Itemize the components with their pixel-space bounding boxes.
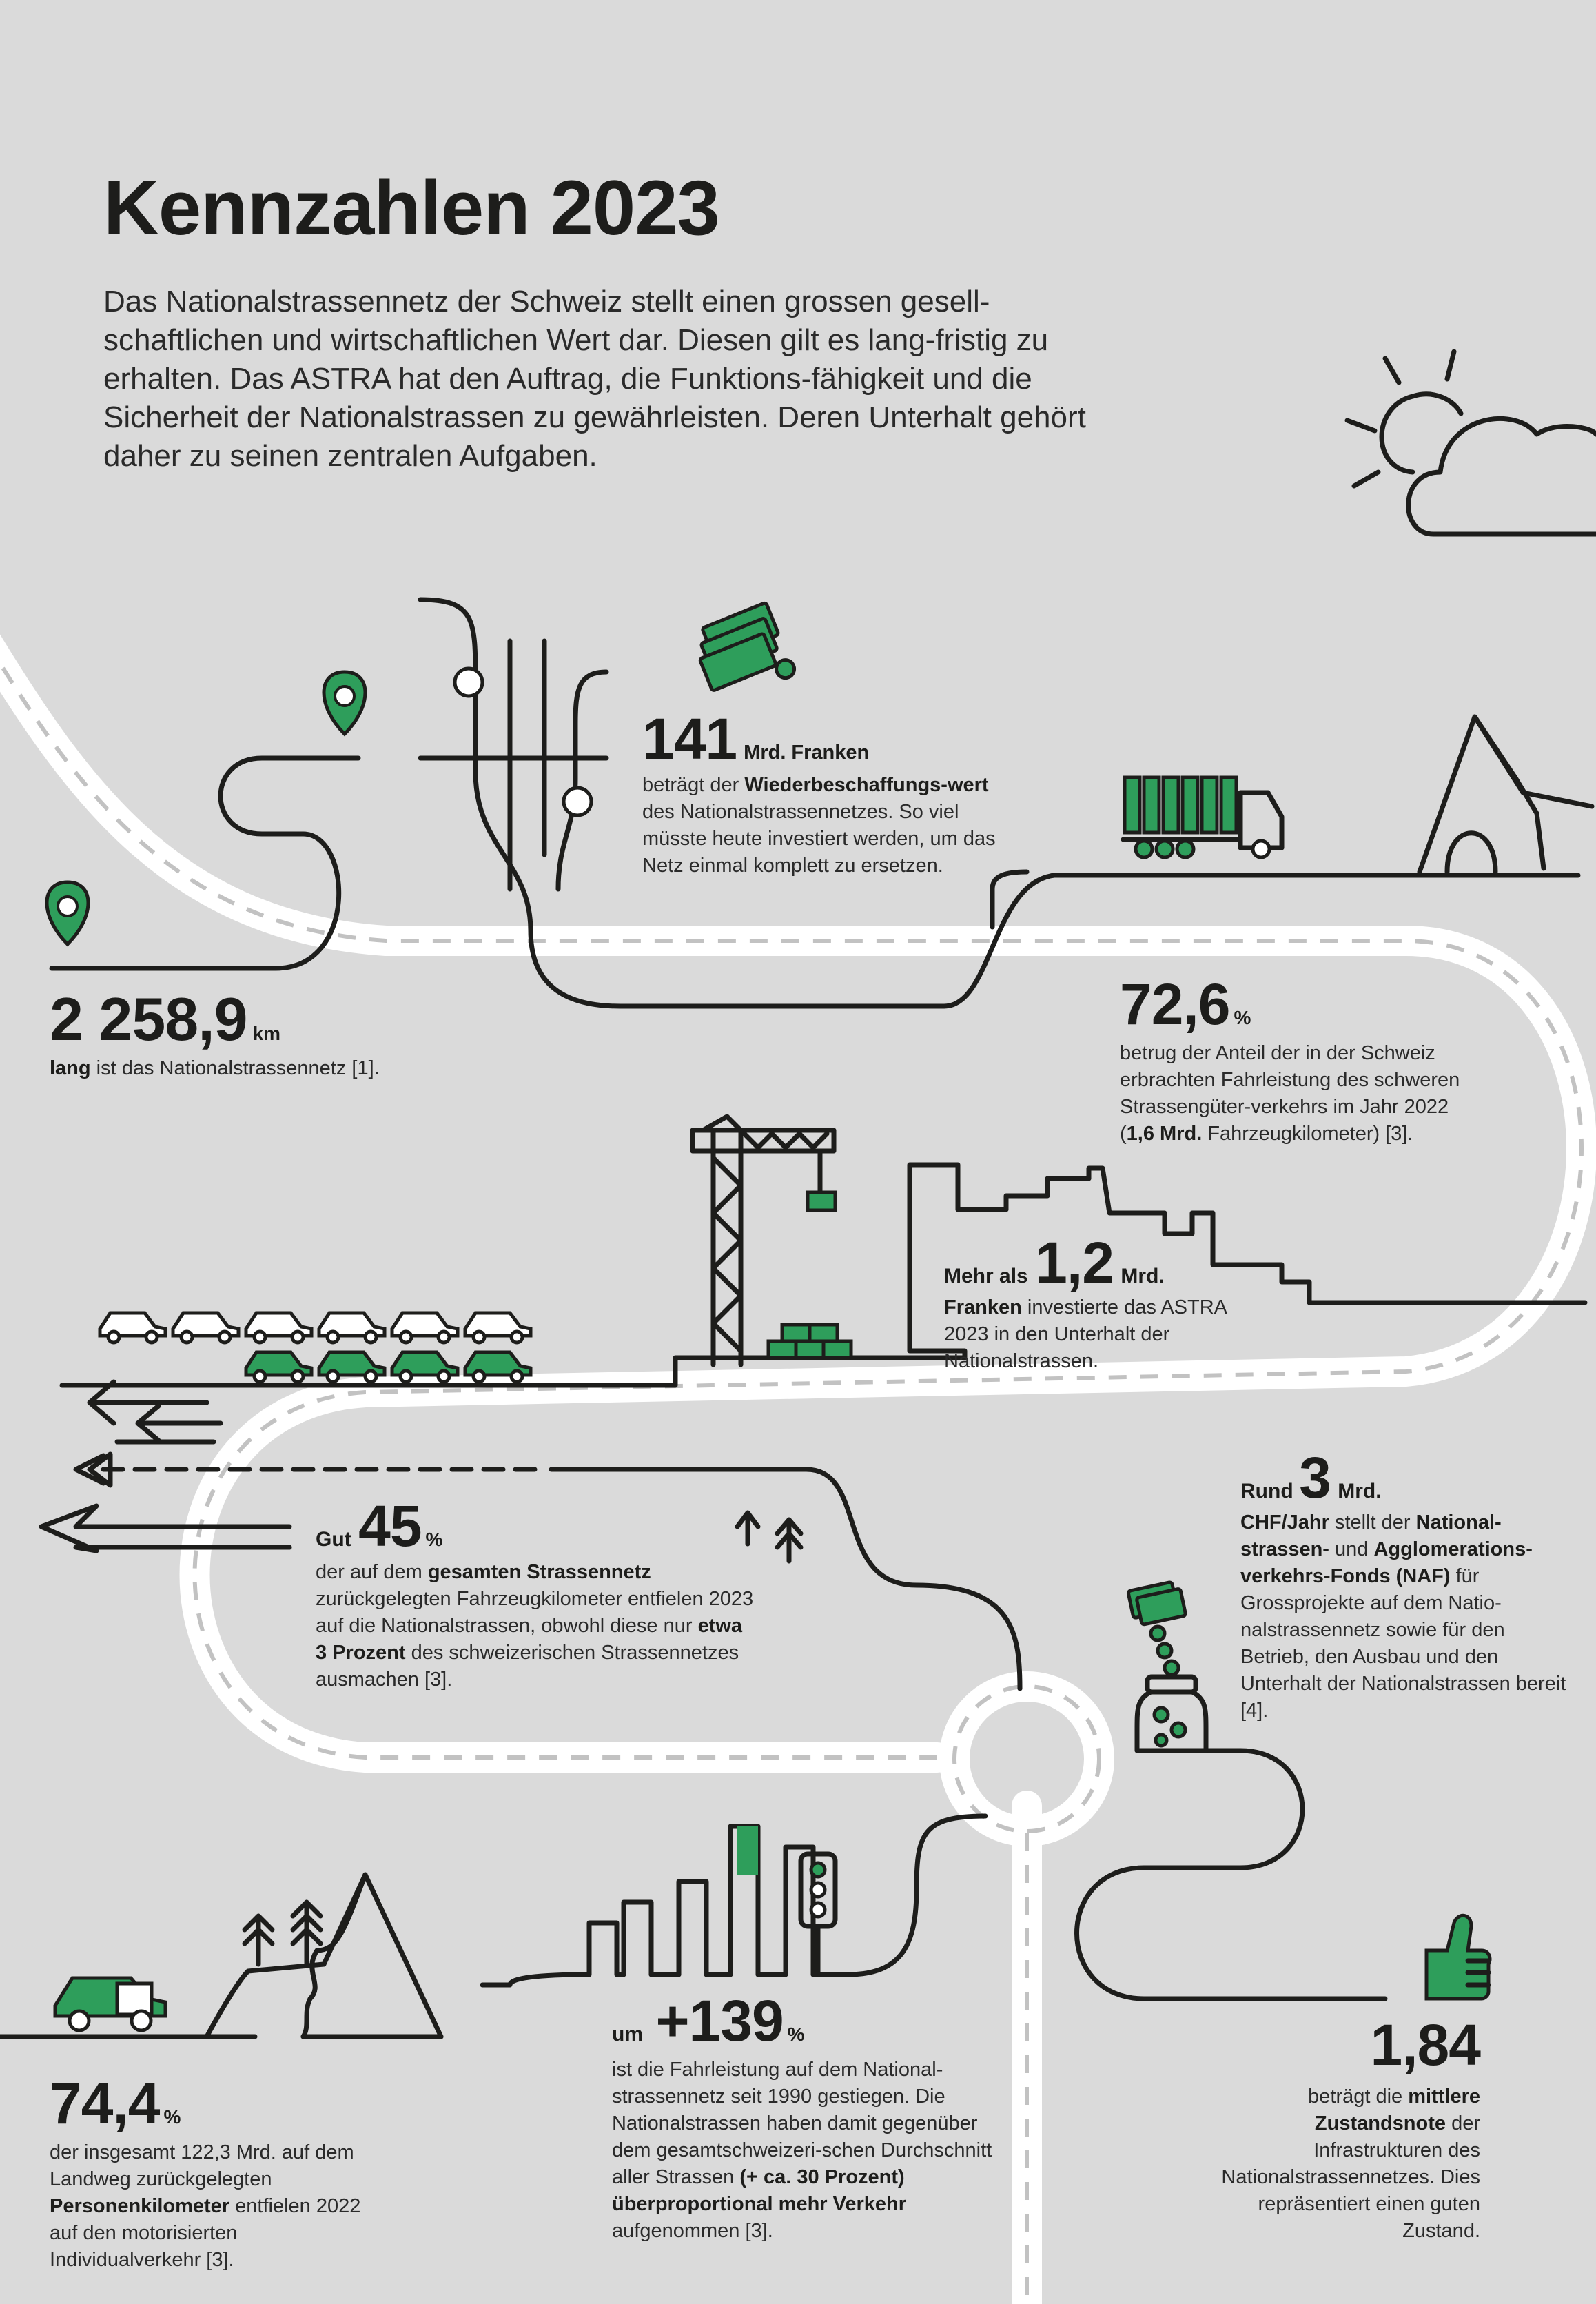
stat-bold: mittlere Zustandsnote: [1314, 2086, 1480, 2134]
stat-pre: der insgesamt 122,3 Mrd. auf dem Landweg zurückgelegten: [50, 2141, 354, 2190]
stat-value: 3: [1299, 1445, 1331, 1510]
stat-pre: ist die Fahrleistung auf dem National-strassennetz seit 1990 gestiegen. Die Nationalstrassen haben damit gegenüber dem gesamtschweizeri-schen Durchschnitt aller Strassen: [612, 2059, 992, 2188]
stat-value: +139: [655, 1988, 784, 2053]
stat-network-length: [50, 985, 491, 1082]
stat-text-2: Fahrzeugkilometer) [3].: [1202, 1123, 1413, 1145]
stat-maintenance: [944, 1230, 1268, 1375]
stat-unit: Mrd. Franken: [744, 742, 870, 764]
stat-mid-1: stellt der: [1329, 1511, 1416, 1533]
stat-pre: beträgt die: [1308, 2086, 1409, 2108]
page-title: Kennzahlen 2023: [103, 165, 719, 251]
money-icon: [689, 602, 797, 706]
stat-unit: %: [163, 2106, 181, 2128]
stat-unit: Mrd.: [1121, 1265, 1165, 1287]
stat-value: 45: [358, 1493, 422, 1558]
mountain-icon: [207, 1875, 441, 2037]
stat-bold: Wiederbeschaffungs-wert: [744, 774, 989, 796]
crane-icon: [693, 1117, 851, 1365]
stat-bold-3: Agglomerations-verkehrs-Fonds (NAF): [1240, 1538, 1533, 1587]
stat-value: 1,2: [1035, 1230, 1114, 1295]
stat-prefix: um: [612, 2023, 643, 2046]
stat-bold: Franken: [944, 1296, 1022, 1318]
stat-prefix: Rund: [1240, 1480, 1293, 1502]
stat-pre: beträgt der: [642, 774, 745, 796]
stat-bold-2: National-strassen-: [1240, 1511, 1502, 1560]
stat-unit: %: [425, 1529, 443, 1550]
stat-text: des schweizerischen Strassennetzes ausmachen [3].: [316, 1642, 739, 1691]
stat-unit: %: [1234, 1007, 1251, 1028]
stat-bold-1: CHF/Jahr: [1240, 1511, 1329, 1533]
stat-prefix: Mehr als: [944, 1265, 1028, 1287]
stat-text: für Grossprojekte auf dem Natio-nalstrassennetz sowie für den Betrieb, den Ausbau und den Unterhalt der Nationalstrassen bereit [4].: [1240, 1565, 1566, 1722]
stat-text-1: betrug der Anteil der in der Schweiz erbrachten Fahrleistung des schweren Strassengüter-verkehrs im Jahr 2022 (: [1120, 1042, 1460, 1145]
stat-mid: zurückgelegten Fahrzeugkilometer entfielen 2023 auf die Nationalstrassen, obwohl diese nur: [316, 1588, 754, 1637]
stat-bold-2: etwa 3 Prozent: [316, 1615, 743, 1664]
stat-unit: %: [787, 2023, 805, 2045]
stat-naf: [1240, 1445, 1571, 1724]
stat-traffic-growth: [612, 1988, 1005, 2245]
stat-text: investierte das ASTRA 2023 in den Unterhalt der Nationalstrassen.: [944, 1296, 1227, 1372]
stat-value: 72,6: [1120, 972, 1230, 1037]
stat-bold-1: gesamten Strassennetz: [427, 1561, 651, 1583]
stat-bold: (+ ca. 30 Prozent) überproportional mehr Verkehr: [612, 2166, 907, 2215]
stat-unit: Mrd.: [1338, 1480, 1382, 1502]
sun-cloud-icon: [1347, 351, 1596, 534]
arrow-left-icon: [41, 1382, 289, 1551]
stat-heavy-freight: [1120, 972, 1478, 1148]
stat-text: aufgenommen [3].: [612, 2220, 773, 2242]
stat-condition: [1220, 2012, 1480, 2245]
stat-mid-2: und: [1329, 1538, 1374, 1560]
stat-value: 141: [642, 706, 737, 771]
stat-bold: 1,6 Mrd.: [1126, 1123, 1203, 1145]
stat-text: der Infrastrukturen des Nationalstrassennetzes. Dies repräsentiert einen guten Zustand.: [1221, 2112, 1480, 2242]
stat-unit: km: [252, 1023, 281, 1044]
stat-value: 74,4: [50, 2071, 160, 2136]
stat-bold: Personenkilometer: [50, 2195, 230, 2217]
tunnel-icon: [1420, 717, 1592, 872]
stat-text: ist das Nationalstrassennetz [1].: [90, 1057, 380, 1079]
money-jar-icon: [1128, 1580, 1206, 1751]
stat-value: 2 258,9: [50, 985, 247, 1053]
truck-icon: [1123, 777, 1282, 857]
traffic-light-icon: [801, 1854, 835, 1975]
thumbs-up-icon: [1426, 1915, 1490, 1999]
stat-vehicle-km: [316, 1493, 757, 1693]
stat-text: entfielen 2022 auf den motorisierten Individualverkehr [3].: [50, 2195, 361, 2271]
stat-text: des Nationalstrassennetzes. So viel müsste heute investiert werden, um das Netz einmal komplett zu ersetzen.: [642, 801, 996, 877]
stat-value: 1,84: [1370, 2012, 1480, 2077]
stat-prefix: Gut: [316, 1528, 351, 1551]
stat-replacement-value: [642, 706, 1001, 879]
stat-passenger-km: [50, 2071, 374, 2274]
stat-bold: lang: [50, 1057, 91, 1079]
intro-text: Das Nationalstrassennetz der Schweiz stellt einen grossen gesell-schaftlichen und wirtschaftlichen Wert dar. Diesen gilt es lang-fristig zu erhalten. Das ASTRA hat den Auftrag, die Funktions-fähigkeit und die Sicherheit der Nationalstrassen zu gewährleisten. Deren Unterhalt gehört daher zu seinen zentralen Aufgaben.: [103, 285, 1086, 473]
stat-pre: der auf dem: [316, 1561, 428, 1583]
